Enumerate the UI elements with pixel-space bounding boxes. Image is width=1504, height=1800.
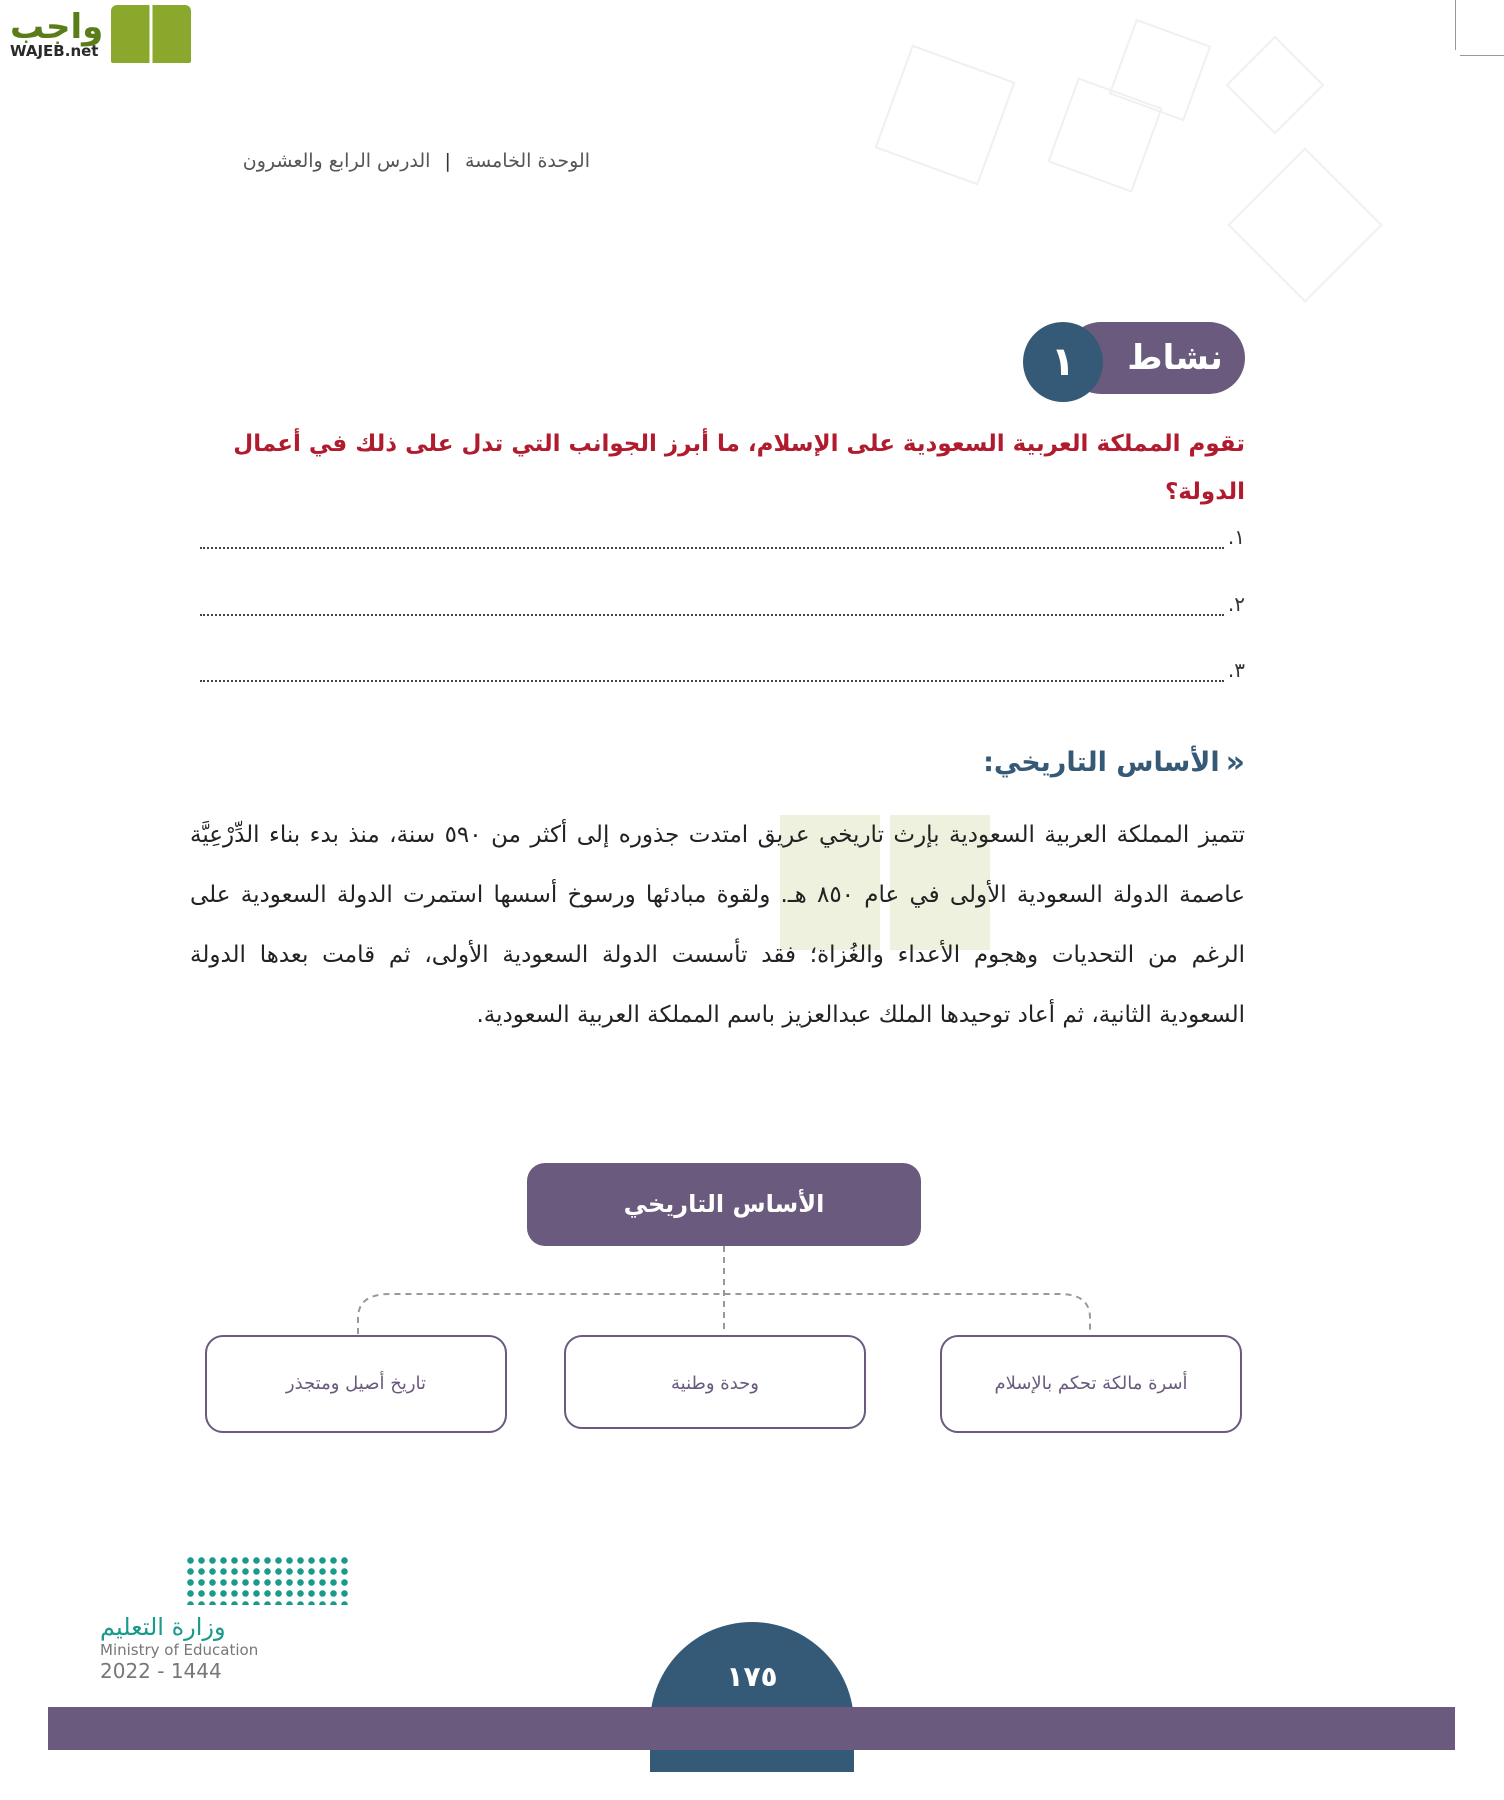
- activity-number: ١: [1023, 322, 1103, 402]
- ministry-english: Ministry of Education: [100, 1641, 259, 1659]
- crop-mark: [1455, 0, 1456, 50]
- crop-mark: [1460, 55, 1504, 56]
- diagram-node: وحدة وطنية: [564, 1335, 866, 1429]
- ministry-arabic: وزارة التعليم: [100, 1613, 226, 1641]
- double-chevron-icon: «: [1225, 745, 1245, 780]
- activity-badge: [1023, 322, 1245, 402]
- logo-latin: WAJEB.net: [10, 41, 99, 60]
- answer-line[interactable]: [200, 658, 1245, 682]
- activity-label: نشاط: [1065, 322, 1245, 394]
- diagram-root: الأساس التاريخي: [527, 1163, 921, 1246]
- wajeb-logo[interactable]: [10, 5, 191, 63]
- activity-question: تقوم المملكة العربية السعودية على الإسلام، ما أبرز الجوانب التي تدل على ذلك في أعمال الدولة؟: [233, 431, 1245, 505]
- lesson-label: الدرس الرابع والعشرون: [242, 150, 431, 172]
- unit-label: الوحدة الخامسة: [464, 150, 590, 172]
- answer-field[interactable]: [200, 670, 1224, 682]
- diagram-node: تاريخ أصيل ومتجذر: [205, 1335, 507, 1433]
- answer-field[interactable]: [200, 537, 1224, 549]
- ministry-logo: [100, 1555, 360, 1683]
- dots-emblem-icon: [185, 1555, 350, 1605]
- page-number: ١٧٥: [650, 1622, 854, 1772]
- answer-number: ٢.: [1227, 592, 1245, 616]
- answer-field[interactable]: [200, 604, 1224, 616]
- section-title: الأساس التاريخي:: [983, 747, 1220, 778]
- ministry-year: 2022 - 1444: [100, 1659, 222, 1683]
- logo-arabic: واجب: [10, 6, 104, 47]
- answer-line[interactable]: [200, 592, 1245, 616]
- answer-line[interactable]: [200, 525, 1245, 549]
- diagram-node: أسرة مالكة تحكم بالإسلام: [940, 1335, 1242, 1433]
- body-paragraph: تتميز المملكة العربية السعودية بإرث تاريخي عريق امتدت جذوره إلى أكثر من ٥٩٠ سنة، منذ بدء بناء الدِّرْعِيَّة عاصمة الدولة السعودية الأولى في عام ٨٥٠ هـ. ولقوة مبادئها ورسوخ أسسها استمرت الدولة السعودية على الرغم من التحديات وهجوم الأعداء والغُزاة؛ فقد تأسست الدولة السعودية الأولى، ثم قامت بعدها الدولة السعودية الثانية، ثم أعاد توحيدها الملك عبدالعزيز باسم المملكة العربية السعودية.: [190, 822, 1245, 1028]
- answer-number: ١.: [1227, 525, 1245, 549]
- breadcrumb: [190, 150, 590, 172]
- diagram-connectors: [350, 1246, 1100, 1338]
- book-icon: [111, 5, 191, 63]
- footer-bar: [48, 1707, 1455, 1750]
- separator: |: [444, 150, 451, 172]
- answer-number: ٣.: [1227, 658, 1245, 682]
- section-heading: [900, 745, 1245, 780]
